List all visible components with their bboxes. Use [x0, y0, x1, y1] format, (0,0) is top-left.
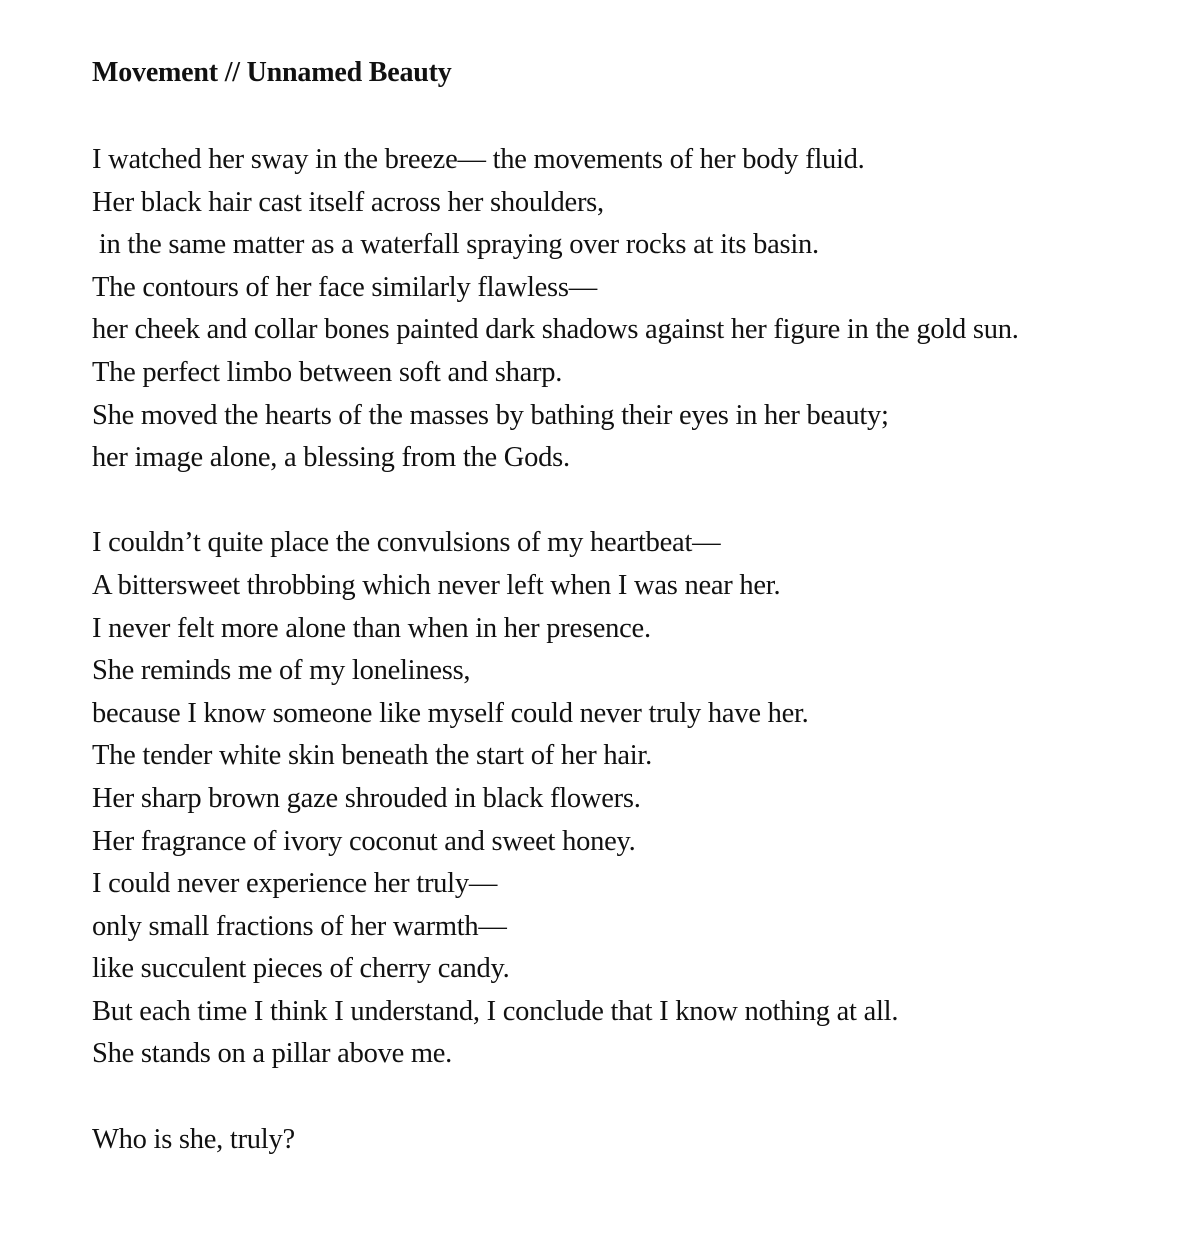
stanza-2: [92, 522, 1192, 1076]
poem-line: I watched her sway in the breeze— the movements of her body fluid.: [92, 144, 865, 175]
poem-line: She reminds me of my loneliness,: [92, 655, 471, 687]
poem-line: She moved the hearts of the masses by bathing their eyes in her beauty;: [92, 399, 889, 431]
poem-document: [92, 54, 1192, 1161]
poem-line: She stands on a pillar above me.: [92, 1038, 453, 1070]
poem-line: her image alone, a blessing from the Gods.: [92, 442, 570, 474]
stanza-3: [92, 1119, 1192, 1162]
poem-line: I never felt more alone than when in her presence.: [92, 612, 651, 644]
poem-line: Her black hair cast itself across her shoulders,: [92, 186, 604, 218]
poem-line: like succulent pieces of cherry candy.: [92, 953, 510, 985]
poem-line: I couldn’t quite place the convulsions of my heartbeat—: [92, 527, 721, 559]
poem-line: The tender white skin beneath the start of her hair.: [92, 740, 652, 772]
poem-line: The perfect limbo between soft and sharp.: [92, 356, 563, 388]
poem-line: her cheek and collar bones painted dark shadows against her figure in the gold sun.: [92, 314, 1019, 346]
poem-line: But each time I think I understand, I conclude that I know nothing at all.: [92, 995, 899, 1027]
poem-line: only small fractions of her warmth—: [92, 910, 507, 942]
poem-line: The contours of her face similarly flawless—: [92, 271, 597, 303]
poem-line: Who is she, truly?: [92, 1123, 295, 1155]
poem-line: Her fragrance of ivory coconut and sweet honey.: [92, 825, 636, 857]
poem-line: Her sharp brown gaze shrouded in black flowers.: [92, 782, 641, 814]
poem-line: because I know someone like myself could never truly have her.: [92, 697, 809, 729]
poem-line: I could never experience her truly—: [92, 868, 498, 900]
poem-line: A bittersweet throbbing which never left when I was near her.: [92, 569, 781, 601]
stanza-1: [92, 139, 1192, 480]
poem-title: Movement // Unnamed Beauty: [92, 57, 452, 88]
poem-line: in the same matter as a waterfall spraying over rocks at its basin.: [92, 229, 819, 261]
